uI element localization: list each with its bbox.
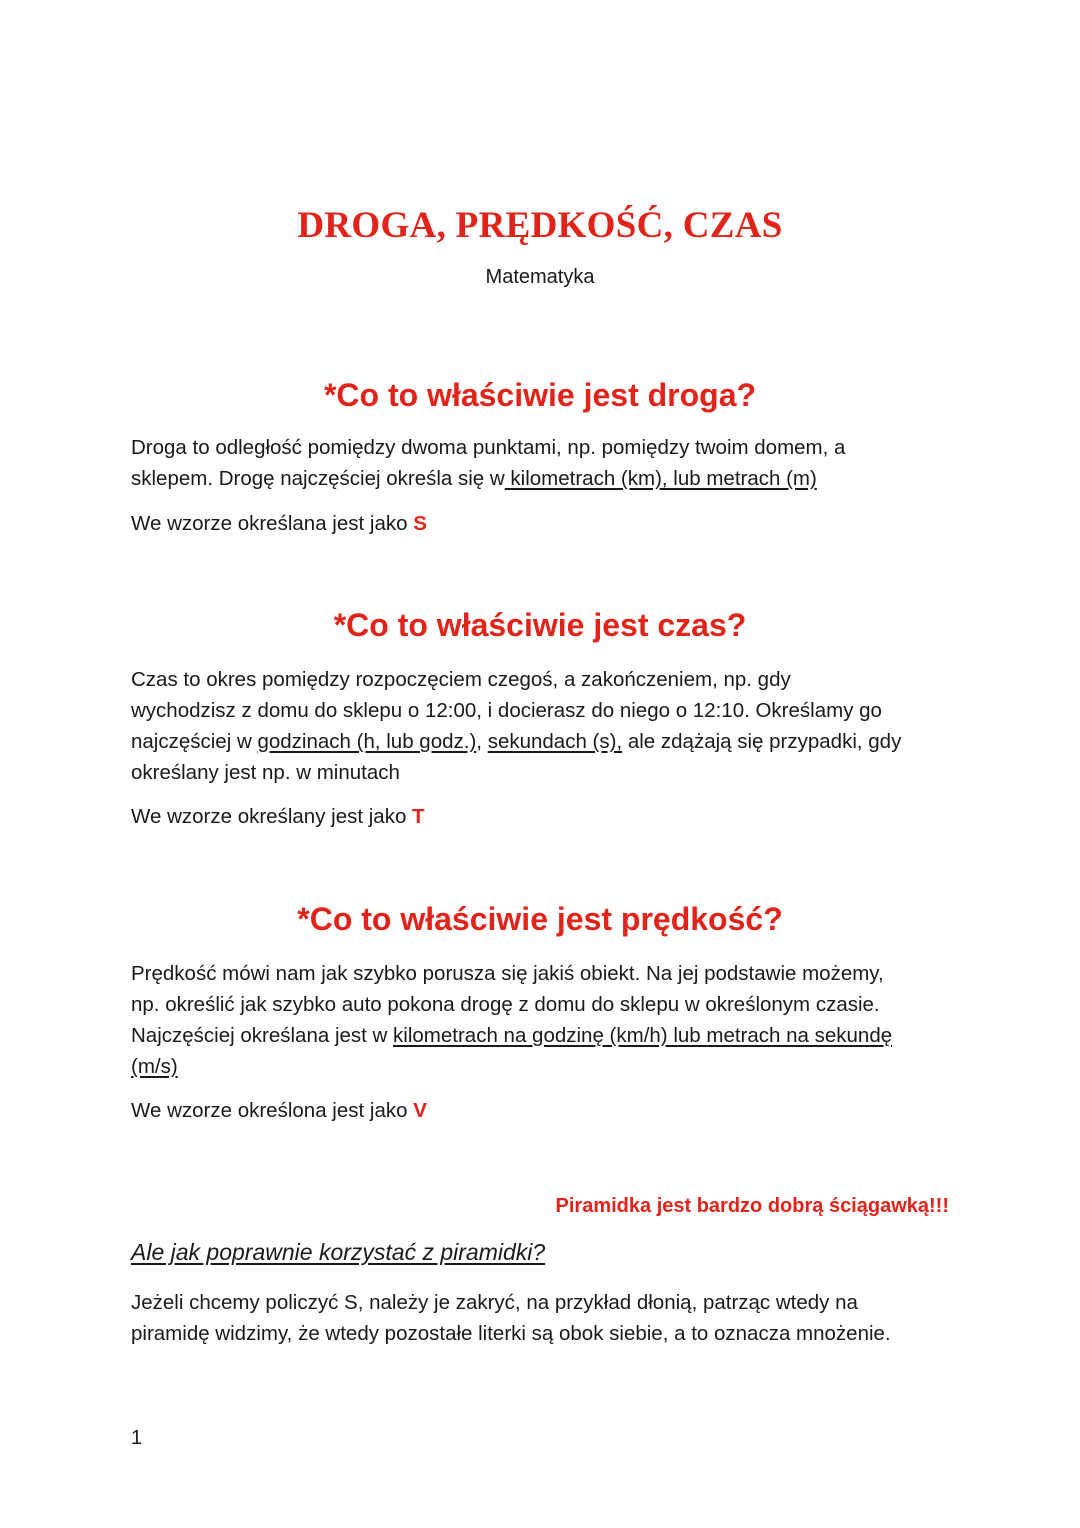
paragraph-line: Jeżeli chcemy policzyć S, należy je zakryć, na przykład dłonią, patrząc wtedy na <box>131 1291 858 1314</box>
paragraph-line: Droga to odległość pomiędzy dwoma punktami, np. pomiędzy twoim domem, a <box>131 436 846 459</box>
pyramid-note: Piramidka jest bardzo dobrą ściągawką!!! <box>555 1195 949 1217</box>
underlined-units: godzinach (h, lub godz.) <box>257 730 477 753</box>
formula-text: We wzorze określona jest jako <box>131 1099 414 1122</box>
paragraph-droga <box>131 432 961 494</box>
paragraph-line <box>131 1020 961 1051</box>
text-span: , <box>476 730 488 753</box>
formula-symbol: S <box>413 512 427 535</box>
paragraph-pyramid <box>131 1287 961 1349</box>
text-span: ale zdążają się przypadki, gdy <box>622 730 902 753</box>
paragraph-line: Prędkość mówi nam jak szybko porusza się jakiś obiekt. Na jej podstawie możemy, <box>131 962 884 985</box>
text-span: najczęściej w <box>131 730 258 753</box>
underlined-units: kilometrach (km), lub metrach (m) <box>504 467 817 490</box>
document-subtitle: Matematyka <box>485 266 595 288</box>
pyramid-heading: Ale jak poprawnie korzystać z piramidki? <box>131 1239 546 1265</box>
heading-czas: *Co to właściwie jest czas? <box>333 607 747 643</box>
formula-symbol: T <box>412 805 425 828</box>
paragraph-predkosc <box>131 958 961 1082</box>
page-number: 1 <box>131 1427 143 1449</box>
heading-predkosc: *Co to właściwie jest prędkość? <box>297 901 783 937</box>
paragraph-line <box>131 726 961 757</box>
formula-line-czas <box>131 805 425 829</box>
paragraph-line: wychodzisz z domu do sklepu o 12:00, i docierasz do niego o 12:10. Określamy go <box>131 699 882 722</box>
paragraph-line: piramidę widzimy, że wtedy pozostałe literki są obok siebie, a to oznacza mnożenie. <box>131 1322 891 1345</box>
paragraph-line: Czas to okres pomiędzy rozpoczęciem czegoś, a zakończeniem, np. gdy <box>131 668 791 691</box>
paragraph-line: określany jest np. w minutach <box>131 761 400 784</box>
formula-symbol: V <box>413 1099 427 1122</box>
formula-line-droga <box>131 512 427 536</box>
formula-text: We wzorze określany jest jako <box>131 805 413 828</box>
text-span: Najczęściej określana jest w <box>131 1024 394 1047</box>
text-span: sklepem. Drogę najczęściej określa się w <box>131 467 505 490</box>
heading-droga: *Co to właściwie jest droga? <box>323 377 757 413</box>
underlined-units: (m/s) <box>131 1055 178 1078</box>
paragraph-line: np. określić jak szybko auto pokona drogę z domu do sklepu w określonym czasie. <box>131 993 880 1016</box>
document-title: DROGA, PRĘDKOŚĆ, CZAS <box>297 205 783 246</box>
formula-text: We wzorze określana jest jako <box>131 512 414 535</box>
underlined-units: sekundach (s), <box>487 730 623 753</box>
paragraph-line <box>131 463 961 494</box>
paragraph-czas <box>131 664 961 788</box>
underlined-units: kilometrach na godzinę (km/h) lub metrach na sekundę <box>393 1024 893 1047</box>
formula-line-predkosc <box>131 1099 427 1123</box>
paragraph-line <box>131 1051 961 1082</box>
